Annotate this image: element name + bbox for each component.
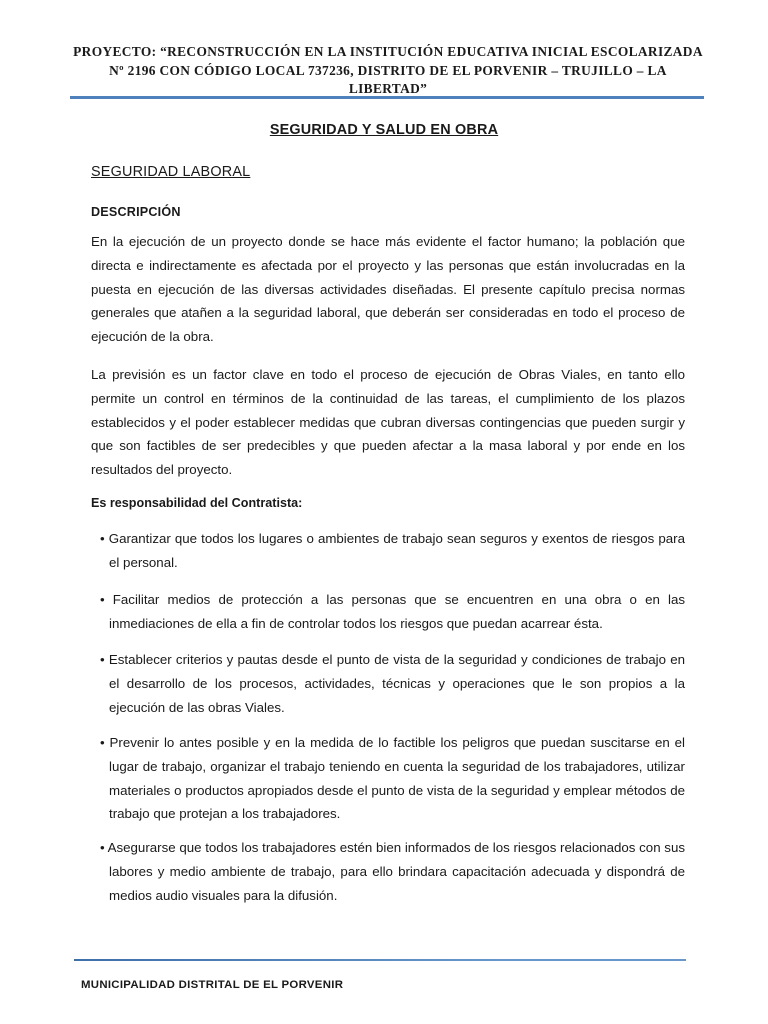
bullet-item bbox=[100, 588, 685, 636]
bullet-text: • Asegurarse que todos los trabajadores estén bien informados de los riesgos relacionados con sus labores y medio ambiente de trabajo, para ello brindara capacitación adecuada y dispondrá de medios audio visuales para la difusión. bbox=[100, 840, 685, 903]
bullet-item bbox=[100, 836, 685, 907]
responsibility-heading: Es responsabilidad del Contratista: bbox=[91, 496, 303, 510]
bullet-text: • Garantizar que todos los lugares o ambientes de trabajo sean seguros y exentos de riesgos para el personal. bbox=[100, 531, 685, 570]
footer-divider bbox=[74, 959, 686, 961]
bullet-text: • Prevenir lo antes posible y en la medida de lo factible los peligros que puedan suscitarse en el lugar de trabajo, organizar el trabajo teniendo en cuenta la seguridad de los trabajadores, utilizar materiales o productos apropiados desde el punto de vista de la seguridad y emplear métodos de trabajo que protejan a los trabajadores. bbox=[100, 735, 685, 822]
section-title: SEGURIDAD LABORAL bbox=[91, 164, 251, 180]
project-header-title: PROYECTO: “RECONSTRUCCIÓN EN LA INSTITUCIÓN EDUCATIVA INICIAL ESCOLARIZADA Nº 2196 CON CÓDIGO LOCAL 737236, DISTRITO DE EL PORVENIR – TRUJILLO – LA LIBERTAD” bbox=[73, 44, 703, 96]
bullet-text: • Facilitar medios de protección a las personas que se encuentren en una obra o en las inmediaciones de ella a fin de controlar todos los riesgos que puedan acarrear ésta. bbox=[100, 592, 685, 631]
bullet-item bbox=[100, 731, 685, 826]
document-title: SEGURIDAD Y SALUD EN OBRA bbox=[269, 122, 499, 138]
header-divider bbox=[70, 96, 704, 99]
bullet-item bbox=[100, 527, 685, 575]
footer-municipality: MUNICIPALIDAD DISTRITAL DE EL PORVENIR bbox=[81, 979, 344, 991]
bullet-item bbox=[100, 648, 685, 719]
paragraph: La previsión es un factor clave en todo el proceso de ejecución de Obras Viales, en tanto ello permite un control en términos de la continuidad de las tareas, el cumplimiento de los plazos establecidos y el poder establecer medidas que cubran diversas contingencias que pueden surgir y que son factibles de ser predecibles y que pueden afectar a la masa laboral y por ende en los resultados del proyecto. bbox=[91, 367, 685, 478]
paragraph: En la ejecución de un proyecto donde se hace más evidente el factor humano; la población que directa e indirectamente es afectada por el proyecto y las personas que están involucradas en la puesta en ejecución de las diversas actividades diseñadas. El presente capítulo precisa normas generales que atañen a la seguridad laboral, que deberán ser consideradas en todo el proceso de ejecución de la obra. bbox=[91, 234, 685, 345]
description-heading: DESCRIPCIÓN bbox=[91, 205, 181, 219]
bullet-text: • Establecer criterios y pautas desde el punto de vista de la seguridad y condiciones de trabajo en el desarrollo de los procesos, actividades, técnicas y operaciones que le son propios a la ejecución de las obras Viales. bbox=[100, 652, 685, 715]
